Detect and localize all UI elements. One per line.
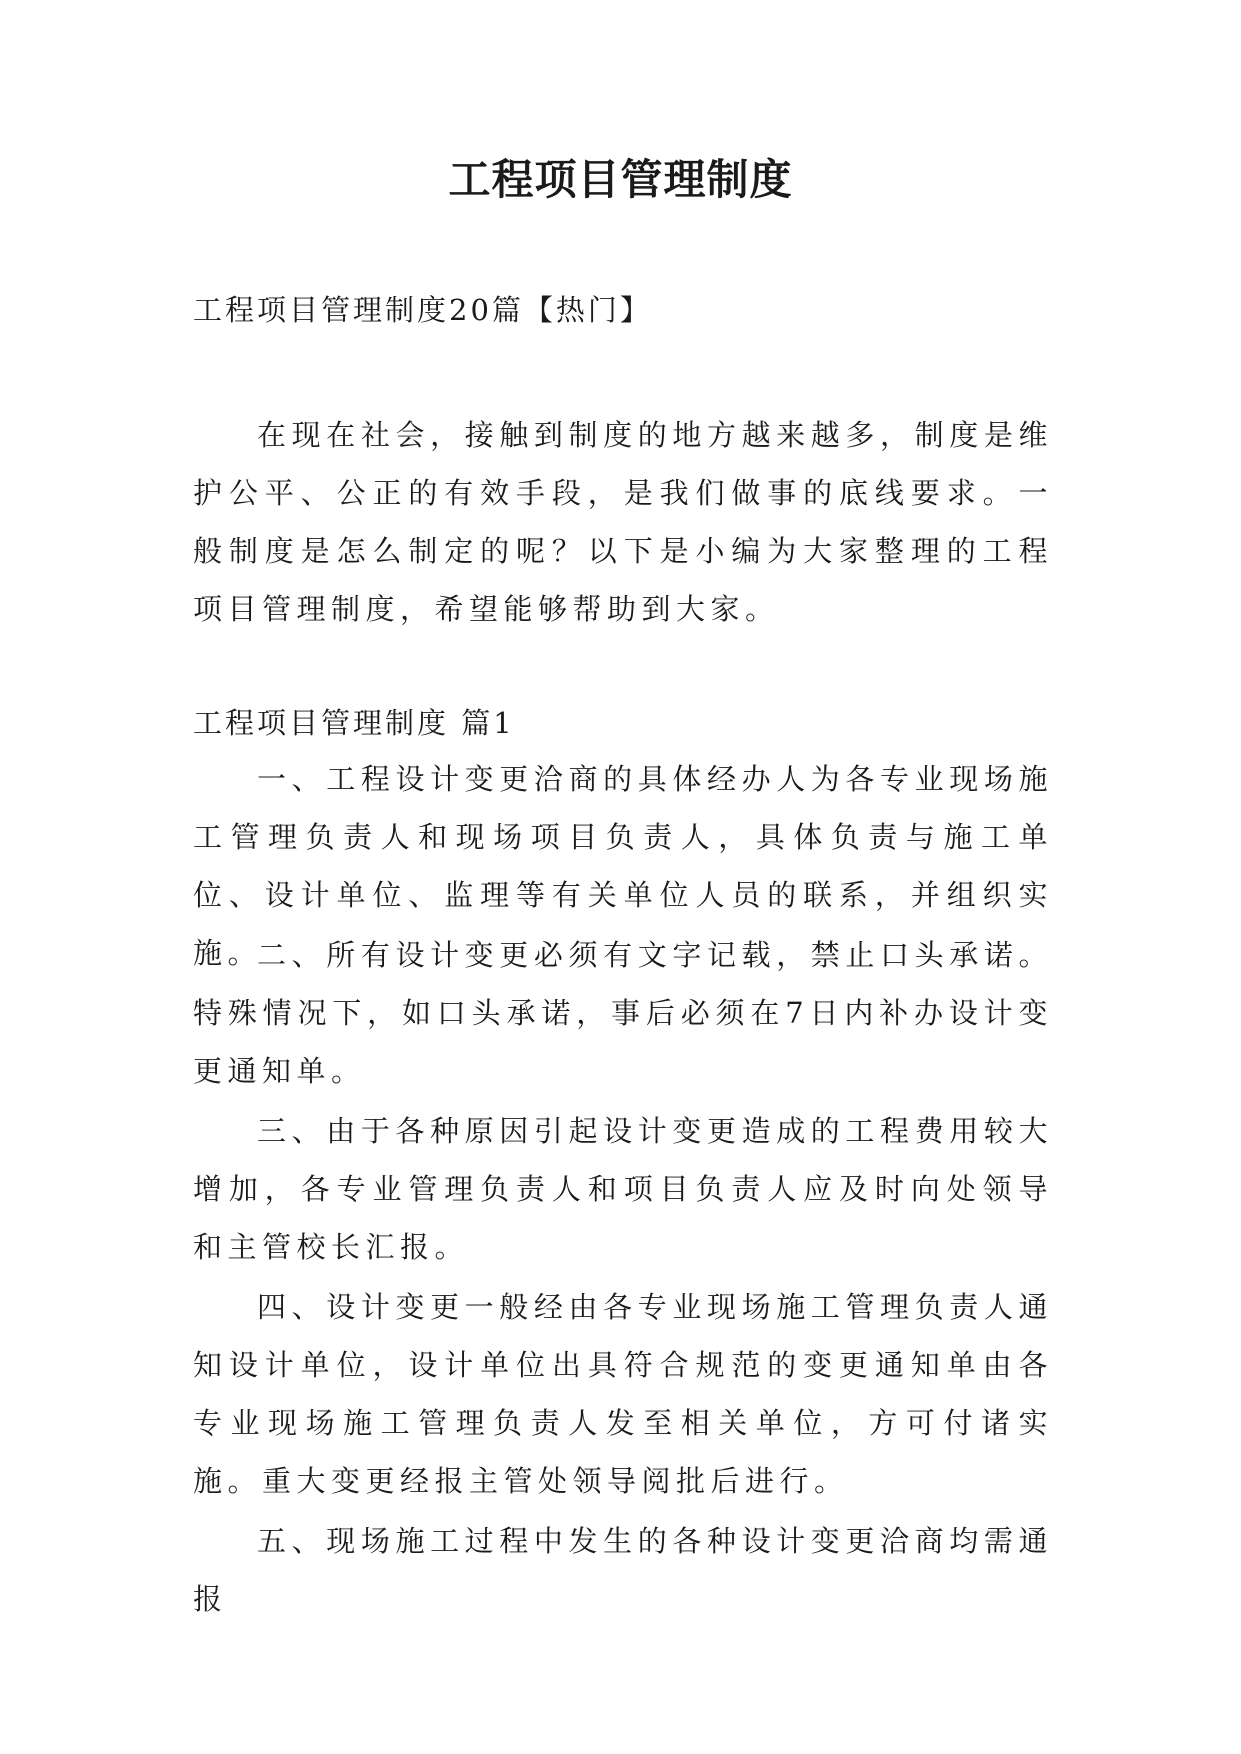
list-item: 二、所有设计变更必须有文字记载，禁止口头承诺。特殊情况下，如口头承诺，事后必须在7日内补办设计变更通知单。 [193, 938, 1053, 1088]
section-heading: 工程项目管理制度 篇1 [193, 706, 515, 740]
page-title: 工程项目管理制度 [448, 155, 793, 204]
list-item: 一、工程设计变更洽商的具体经办人为各专业现场施工管理负责人和现场项目负责人，具体负责与施工单位、设计单位、监理等有关单位人员的联系，并组织实施。 [193, 762, 1053, 970]
list-item: 三、由于各种原因引起设计变更造成的工程费用较大增加，各专业管理负责人和项目负责人应及时向处领导和主管校长汇报。 [193, 1114, 1053, 1264]
intro-paragraph: 在现在社会，接触到制度的地方越来越多，制度是维护公平、公正的有效手段，是我们做事的底线要求。一般制度是怎么制定的呢？以下是小编为大家整理的工程项目管理制度，希望能够帮助到大家。 [193, 418, 1053, 626]
document-subtitle: 工程项目管理制度20篇【热门】 [193, 293, 652, 327]
list-item: 四、设计变更一般经由各专业现场施工管理负责人通知设计单位，设计单位出具符合规范的变更通知单由各专业现场施工管理负责人发至相关单位，方可付诸实施。重大变更经报主管处领导阅批后进行。 [193, 1290, 1053, 1498]
list-item: 五、现场施工过程中发生的各种设计变更洽商均需通报 [193, 1524, 1053, 1616]
